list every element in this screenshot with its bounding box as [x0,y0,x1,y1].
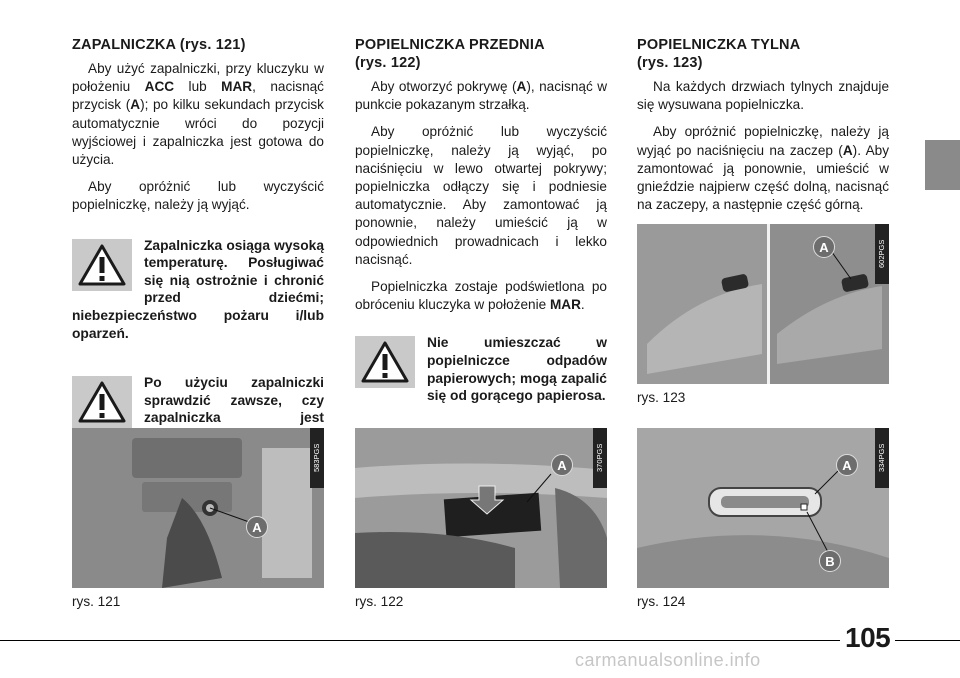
figure-123-photo [637,224,889,384]
front-ashtray-paragraph-1: Aby otworzyć pokrywę (A), nacisnąć w punkcie pokazanym strzałką. [355,79,608,113]
column-rear-ashtray [637,36,889,223]
warning-triangle-icon [355,336,415,388]
marker-a: A [246,516,268,538]
section-title-lighter: ZAPALNICZKA (rys. 121) [72,37,246,53]
figure-124-caption: rys. 124 [637,594,686,609]
chapter-tab [925,140,960,190]
figure-122-caption: rys. 122 [355,594,404,609]
marker-a: A [836,454,858,476]
figure-121-photo [72,428,324,588]
warning-triangle-icon [72,376,132,428]
figure-code: 370PGS [593,428,607,488]
marker-a: A [813,236,835,258]
figure-123-caption: rys. 123 [637,390,686,405]
page-number: 105 [840,622,895,654]
figure-code: 583PGS [310,428,324,488]
front-ashtray-paragraph-3: Popielniczka zostaje podświetlona po obróceniu kluczyka w położenie MAR. [355,279,607,313]
marker-b: B [819,550,841,572]
column-front-ashtray [355,36,607,405]
warning-triangle-icon [72,239,132,291]
figure-122-photo [355,428,607,588]
watermark-text: carmanualsonline.info [575,650,761,670]
warning-lighter-heat: Zapalniczka osiąga wysoką temperaturę. Posługiwać się nią ostrożnie i chronić przed dziećmi; niebezpieczeństwo pożaru i/lub oparzeń. [72,237,324,341]
rear-ashtray-paragraph-1: Na każdych drzwiach tylnych znajduje się wysuwana popielniczka. [637,79,889,113]
figure-124-photo [637,428,889,588]
figure-121-caption: rys. 121 [72,594,121,609]
footer-rule [0,640,960,641]
section-title-front-ashtray: POPIELNICZKA PRZEDNIA (rys. 122) [355,37,545,71]
column-lighter [72,36,324,445]
warning-front-ashtray: Nie umieszczać w popielniczce odpadów papierowych; mogą zapalić się od gorącego papierosa. [355,334,607,404]
rear-ashtray-paragraph-2: Aby opróżnić popielniczkę, należy ją wyjąć po naciśnięciu na zaczep (A). Aby zamontować ją ponownie, umieścić w gnieździe najpierw część dolną, nacisnąć na zaczepy, a następnie część górną. [637,124,889,213]
lighter-paragraph-2: Aby opróżnić lub wyczyścić popielniczkę, należy ją wyjąć. [72,179,324,213]
figure-121 [72,428,324,588]
figure-124 [637,428,889,588]
marker-a: A [551,454,573,476]
figure-code: 602PGS [875,224,889,284]
warning-lighter-off: Po użyciu zapalniczki sprawdzić zawsze, czy zapalniczka jest [72,374,324,444]
figure-123 [637,224,889,384]
lighter-paragraph-1: Aby użyć zapalniczki, przy kluczyku w położeniu ACC lub MAR, nacisnąć przycisk (A); po kilku sekundach przycisk automatycznie wróci do pozycji wyjściowej i zapalniczka jest gotowa do użycia. [72,61,324,168]
figure-122 [355,428,607,588]
section-title-rear-ashtray: POPIELNICZKA TYLNA (rys. 123) [637,37,801,71]
figure-code: 334PGS [875,428,889,488]
front-ashtray-paragraph-2: Aby opróżnić lub wyczyścić popielniczkę, należy ją wyjąć, po naciśnięciu w lewo otwartej pokrywy; popielniczka odłączy się i podniesie automatycznie. Aby zamontować ją ponownie, należy umieścić ją w odpowiednich prowadnicach i lekko nacisnąć. [355,124,607,267]
